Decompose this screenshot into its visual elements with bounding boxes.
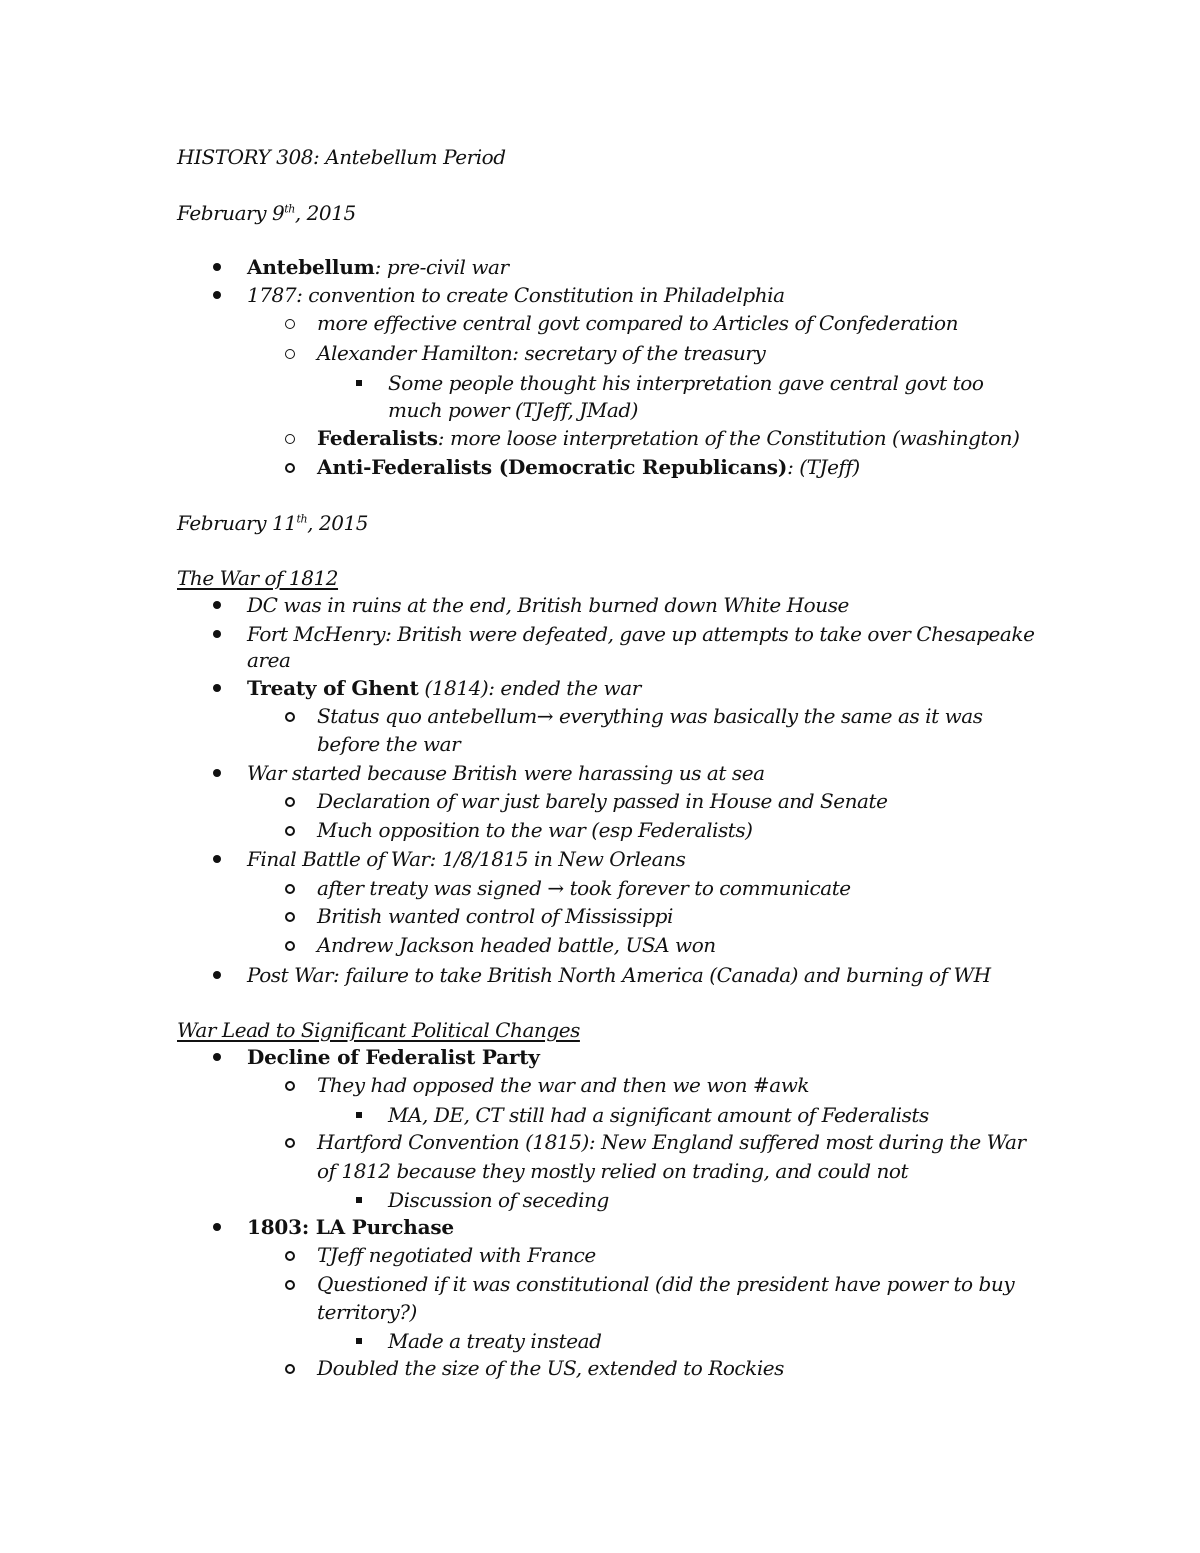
term: Decline of Federalist Party <box>247 1045 540 1069</box>
lecture-date: February 9th, 2015 <box>177 201 356 225</box>
term: 1803: LA Purchase <box>247 1215 454 1239</box>
term: Antebellum <box>247 255 375 279</box>
document-page: HISTORY 308: Antebellum Period February 9th, 2015 Antebellum: pre-civil war 1787: convention to create Constitution in Philadelphia more effective central govt compared to Articles of Confederation Alexander Hamilton: secretary of the treasury Some people thought his interpretation gave central govt too much power (TJeff, JMad) Federalists: more loose interpretation of the Constitution (washington) Anti-Federalists (Democratic Republicans): (TJeff) February 11th, 2015 The War of 1812 DC was in ruins at the end, British burned down White House Fort McHenry: British were defeated, gave up attempts to take over Chesapeake area Treaty of Ghent (1814): ended the war Status quo antebellum→ everything was basically the same as it was before the war War started because British were harassing us at sea Declaration of war just barely passed in House and Senate Much opposition to the war (esp Federalists) Final Battle of War: 1/8/1815 in New Orleans after treaty was signed → took forever to communicate British wanted control of Mississippi Andrew Jackson headed battle, USA won Post War: failure to take British North America (Canada) and burning of WH War Lead to Significant Political Changes Decline of Federalist Party They had opposed the war and then we won #awk MA, DE, CT still had a significant amount of Federalists Hartford Convention (1815): New England suffered most during the War of 1812 because they mostly relied on trading, and could not Discussion of seceding 1803: LA Purchase TJeff negotiated with France Questioned if it was constitutional (did the president have power to buy territory?) Made a treaty instead Doubled the size of the US, extended to Rockies <box>177 145 1035 1380</box>
lecture-date: February 11th, 2015 <box>177 511 369 535</box>
section-heading: The War of 1812 <box>177 566 339 590</box>
term: Federalists <box>317 426 438 450</box>
term: Treaty of Ghent <box>247 676 419 700</box>
course-title: HISTORY 308: Antebellum Period <box>177 145 506 169</box>
term: Anti-Federalists (Democratic Republicans) <box>317 455 788 479</box>
section-heading: War Lead to Significant Political Changes <box>177 1018 580 1042</box>
